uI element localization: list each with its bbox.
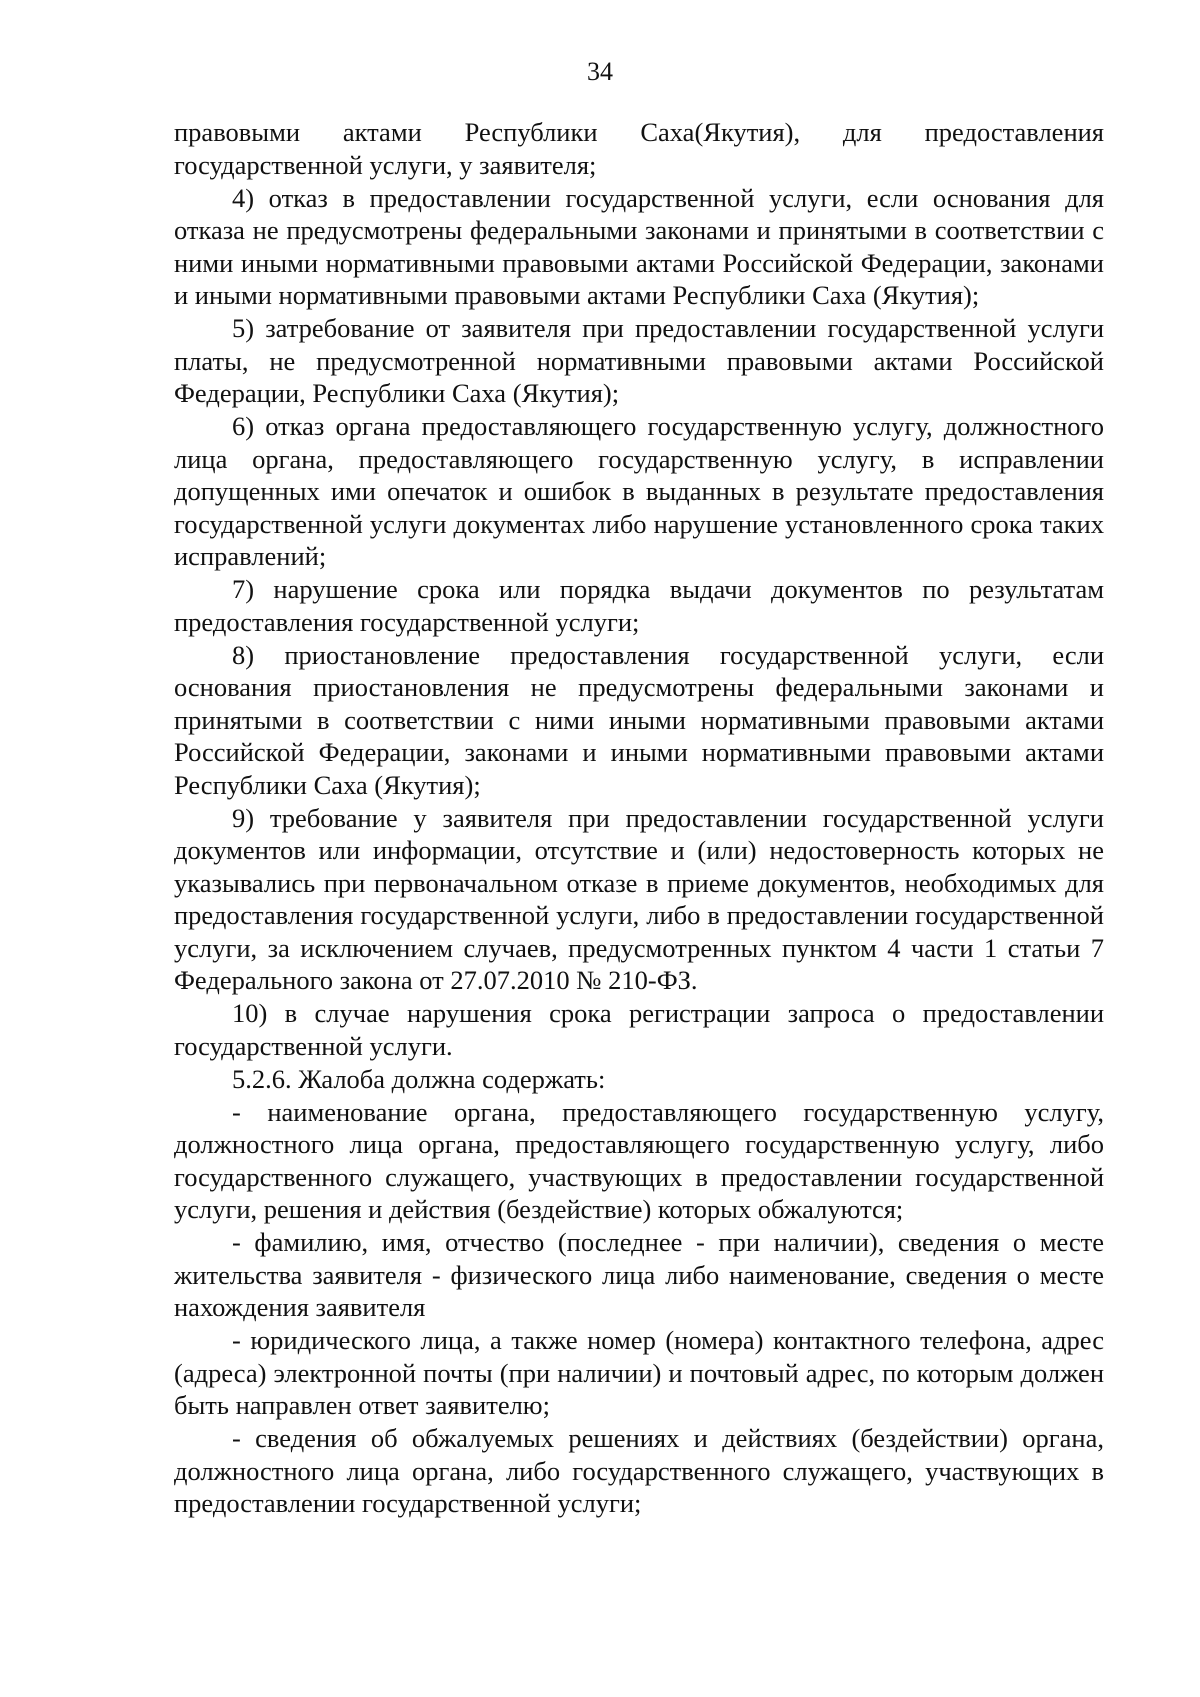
paragraph-item-6: 6) отказ органа предоставляющего государственную услугу, должностного лица органа, предоставляющего государственную услугу, в исправлении допущенных ими опечаток и ошибок в выданных в результате предоставления государственной услуги документах либо нарушение установленного срока таких исправлений; xyxy=(174,411,1104,571)
requirement-item-1: - наименование органа, предоставляющего государственную услугу, должностного лица органа, предоставляющего государственную услугу, либо государственного служащего, участвующих в предоставлении государственной услуги, решения и действия (бездействие) которых обжалуются; xyxy=(174,1096,1104,1224)
paragraph-item-8: 8) приостановление предоставления государственной услуги, если основания приостановления не предусмотрены федеральными законами и принятыми в соответствии с ними иными нормативными правовыми актами Российской Федерации, законами и иными нормативными правовыми актами Республики Саха (Якутия); xyxy=(174,639,1104,800)
requirement-item-4: - сведения об обжалуемых решениях и действиях (бездействии) органа, должностного лица органа, либо государственного служащего, участвующих в предоставлении государственной услуги; xyxy=(174,1423,1104,1518)
section-heading-5-2-6: 5.2.6. Жалоба должна содержать: xyxy=(232,1063,606,1094)
paragraph-item-9: 9) требование у заявителя при предоставлении государственной услуги документов или информации, отсутствие и (или) недостоверность которых не указывались при первоначальном отказе в приеме документов, необходимых для предоставления государственной услуги, либо в предоставлении государственной услуги, за исключением случаев, предусмотренных пунктом 4 части 1 статьи 7 Федерального закона от 27.07.2010 № 210-ФЗ. xyxy=(174,802,1104,995)
requirement-item-2: - фамилию, имя, отчество (последнее - при наличии), сведения о месте жительства заявителя - физического лица либо наименование, сведения о месте нахождения заявителя xyxy=(174,1227,1104,1322)
paragraph-continuation: правовыми актами Республики Саха(Якутия), для предоставления государственной услуги, у заявителя; xyxy=(174,117,1104,180)
page-number: 34 xyxy=(587,57,613,86)
paragraph-item-4: 4) отказ в предоставлении государственной услуги, если основания для отказа не предусмотрены федеральными законами и принятыми в соответствии с ними иными нормативными правовыми актами Российской Федерации, законами и иными нормативными правовыми актами Республики Саха (Якутия); xyxy=(174,182,1104,310)
requirement-item-3: - юридического лица, а также номер (номера) контактного телефона, адрес (адреса) электронной почты (при наличии) и почтовый адрес, по которым должен быть направлен ответ заявителю; xyxy=(174,1325,1104,1420)
paragraph-item-5: 5) затребование от заявителя при предоставлении государственной услуги платы, не предусмотренной нормативными правовыми актами Российской Федерации, Республики Саха (Якутия); xyxy=(174,313,1104,408)
document-body xyxy=(174,116,1104,1520)
paragraph-item-7: 7) нарушение срока или порядка выдачи документов по результатам предоставления государственной услуги; xyxy=(174,574,1104,637)
paragraph-item-10: 10) в случае нарушения срока регистрации запроса о предоставлении государственной услуги. xyxy=(174,998,1104,1061)
